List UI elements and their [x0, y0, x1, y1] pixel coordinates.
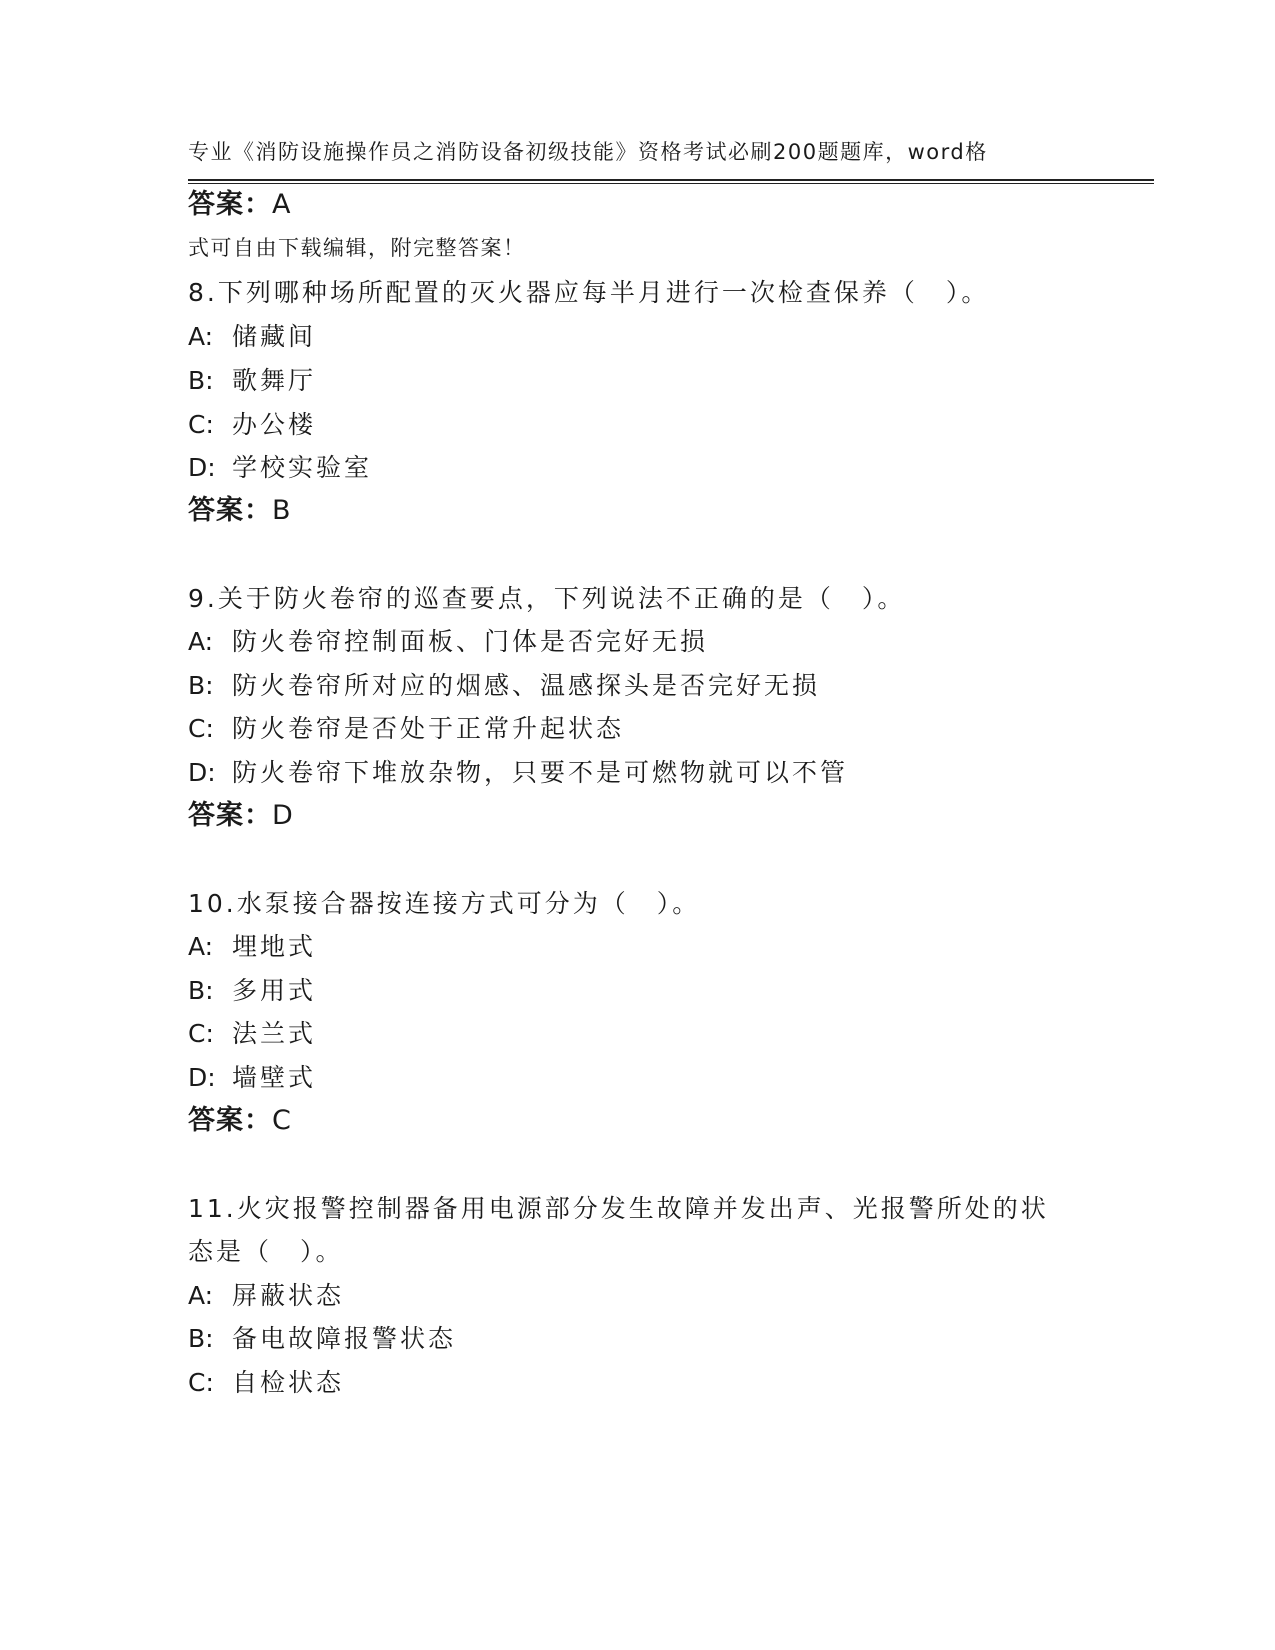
answer-label: 答案：	[188, 189, 272, 220]
question-11-option-c	[188, 1367, 344, 1399]
question-10-option-d	[188, 1062, 316, 1094]
question-8-option-d	[188, 452, 372, 484]
option-key: D:	[188, 1063, 216, 1092]
option-text: 防火卷帘是否处于正常升起状态	[232, 714, 625, 743]
option-text: 防火卷帘下堆放杂物，只要不是可燃物就可以不管	[232, 758, 849, 787]
option-text: 多用式	[232, 976, 317, 1005]
answer-value: D	[272, 800, 294, 831]
answer-value: B	[272, 495, 292, 526]
question-9-answer	[188, 800, 294, 832]
option-key: A:	[188, 627, 214, 656]
option-key: C:	[188, 410, 214, 439]
option-key: A:	[188, 1281, 214, 1310]
option-text: 埋地式	[232, 932, 317, 961]
option-key: B:	[188, 671, 214, 700]
question-9-option-c	[188, 713, 624, 745]
header-line-1: 专业《消防设施操作员之消防设备初级技能》资格考试必刷200题题库，word格	[188, 140, 988, 164]
option-key: C:	[188, 1019, 214, 1048]
question-9-option-b	[188, 670, 820, 702]
question-11-option-b	[188, 1323, 456, 1355]
option-text: 办公楼	[232, 410, 317, 439]
answer-line-prev	[188, 189, 291, 221]
question-10-stem: 10.水泵接合器按连接方式可分为（ ）。	[188, 889, 701, 918]
answer-value: C	[272, 1105, 292, 1136]
question-11-stem-line-2: 态是（ ）。	[188, 1237, 344, 1266]
option-text: 防火卷帘控制面板、门体是否完好无损	[232, 627, 709, 656]
option-key: A:	[188, 322, 214, 351]
answer-label: 答案：	[188, 1105, 272, 1136]
option-key: C:	[188, 1368, 214, 1397]
question-9-option-a	[188, 626, 708, 658]
option-text: 储藏间	[232, 322, 317, 351]
header-divider-thick	[188, 179, 1154, 181]
header-line-2: 式可自由下载编辑，附完整答案！	[188, 236, 526, 260]
option-text: 防火卷帘所对应的烟感、温感探头是否完好无损	[232, 671, 821, 700]
question-8-stem: 8.下列哪种场所配置的灭火器应每半月进行一次检查保养（ ）。	[188, 278, 990, 307]
option-text: 备电故障报警状态	[232, 1324, 457, 1353]
option-text: 学校实验室	[232, 453, 373, 482]
question-11-stem-line-1: 11.火灾报警控制器备用电源部分发生故障并发出声、光报警所处的状	[188, 1194, 1049, 1223]
option-key: D:	[188, 758, 216, 787]
option-text: 屏蔽状态	[232, 1281, 345, 1310]
option-text: 法兰式	[232, 1019, 317, 1048]
question-10-option-a	[188, 931, 316, 963]
question-9-option-d	[188, 757, 848, 789]
question-8-option-b	[188, 365, 316, 397]
option-key: B:	[188, 1324, 214, 1353]
question-9-stem: 9.关于防火卷帘的巡查要点，下列说法不正确的是（ ）。	[188, 584, 906, 613]
question-10-answer	[188, 1105, 292, 1137]
option-key: A:	[188, 932, 214, 961]
header-divider-thin	[188, 183, 1154, 184]
question-10-option-b	[188, 975, 316, 1007]
question-11-option-a	[188, 1280, 344, 1312]
answer-label: 答案：	[188, 800, 272, 831]
option-text: 自检状态	[232, 1368, 345, 1397]
option-text: 歌舞厅	[232, 366, 317, 395]
question-10-option-c	[188, 1018, 316, 1050]
question-8-option-a	[188, 321, 316, 353]
question-8-option-c	[188, 409, 316, 441]
option-key: C:	[188, 714, 214, 743]
answer-value: A	[272, 189, 292, 220]
option-key: B:	[188, 976, 214, 1005]
question-8-answer	[188, 495, 292, 527]
option-key: B:	[188, 366, 214, 395]
option-key: D:	[188, 453, 216, 482]
answer-label: 答案：	[188, 495, 272, 526]
option-text: 墙壁式	[232, 1063, 317, 1092]
